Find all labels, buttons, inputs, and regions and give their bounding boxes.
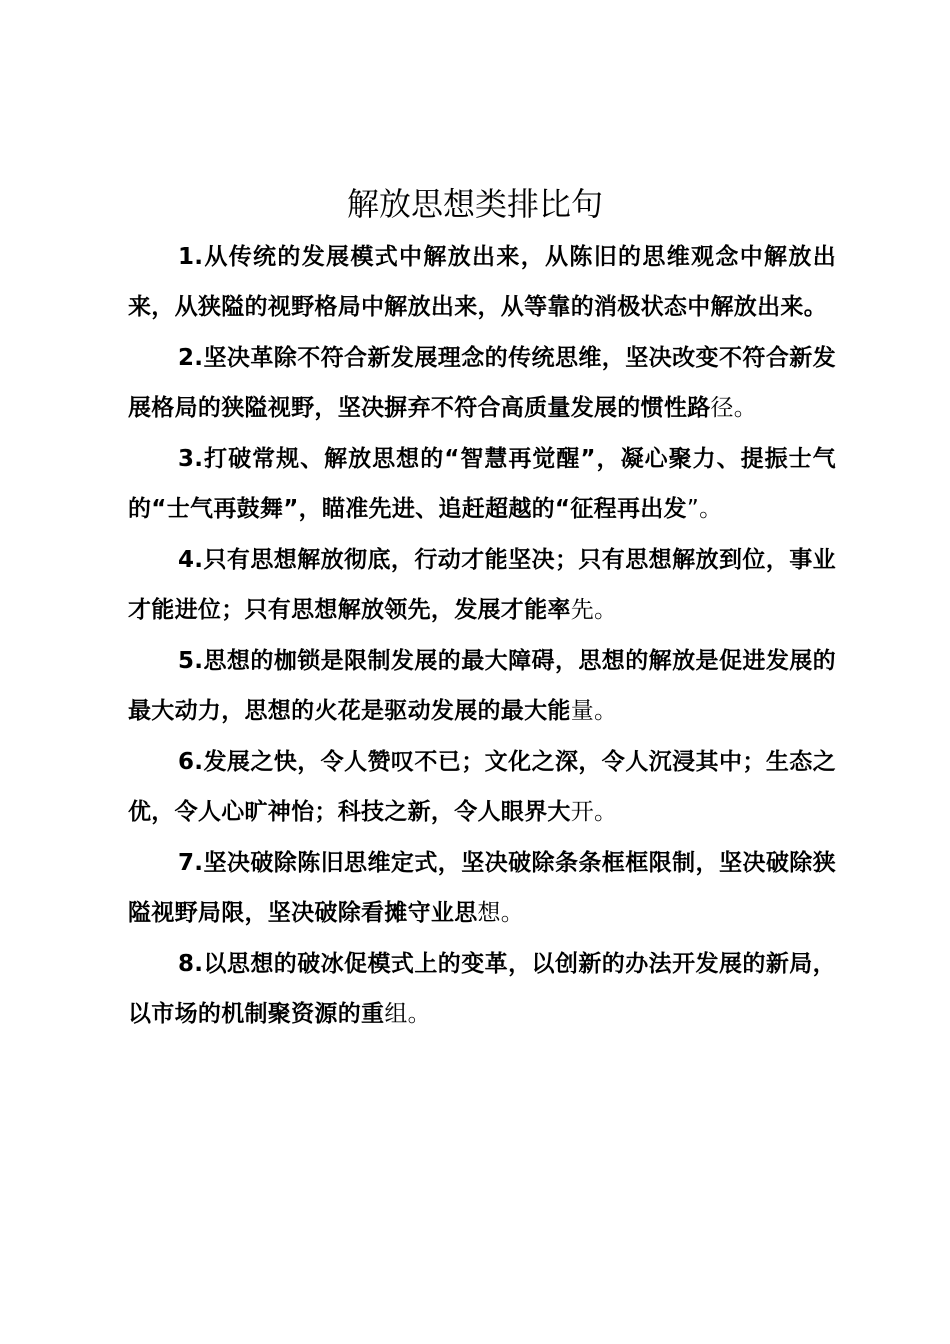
document-title: 解放思想类排比句 [346,185,603,223]
document-body [128,232,836,1040]
item-text: 2.坚决革除不符合新发展理念的传统思维，坚决改变不符合新发展格局的狭隘视野，坚决摒弃不符合高质量发展的惯性路 [128,345,836,421]
item-tail: 量。 [570,698,618,724]
item-tail: 开。 [570,799,618,825]
list-item-1 [128,232,836,332]
list-item-8 [128,939,836,1039]
list-item-5 [128,636,836,736]
item-tail: 想。 [477,900,525,926]
item-tail: ”。 [686,496,723,522]
item-tail: 组。 [384,1001,431,1027]
list-item-6 [128,737,836,837]
item-text: 5.思想的枷锁是限制发展的最大障碍，思想的解放是促进发展的最大动力，思想的火花是驱动发展的最大能 [128,648,836,724]
item-text: 1.从传统的发展模式中解放出来，从陈旧的思维观念中解放出来，从狭隘的视野格局中解放出来，从等靠的消极状态中解放出来。 [128,244,836,320]
item-text: 3.打破常规、解放思想的“智慧再觉醒”，凝心聚力、提振士气的“士气再鼓舞”，瞄准先进、追赶超越的“征程再出发 [128,446,836,522]
item-text: 7.坚决破除陈旧思维定式，坚决破除条条框框限制，坚决破除狭隘视野局限，坚决破除看摊守业思 [128,850,836,926]
list-item-4 [128,535,836,635]
list-item-3 [128,434,836,534]
item-text: 6.发展之快，令人赞叹不已；文化之深，令人沉浸其中；生态之优，令人心旷神怡；科技之新，令人眼界大 [128,749,836,825]
list-item-7 [128,838,836,938]
item-tail: 径。 [710,395,758,421]
item-text: 8.以思想的破冰促模式上的变革，以创新的办法开发展的新局，以市场的机制聚资源的重 [128,951,836,1027]
item-text: 4.只有思想解放彻底，行动才能坚决；只有思想解放到位，事业才能进位；只有思想解放领先，发展才能率 [128,547,836,623]
item-tail: 先。 [570,597,618,623]
list-item-2 [128,333,836,433]
